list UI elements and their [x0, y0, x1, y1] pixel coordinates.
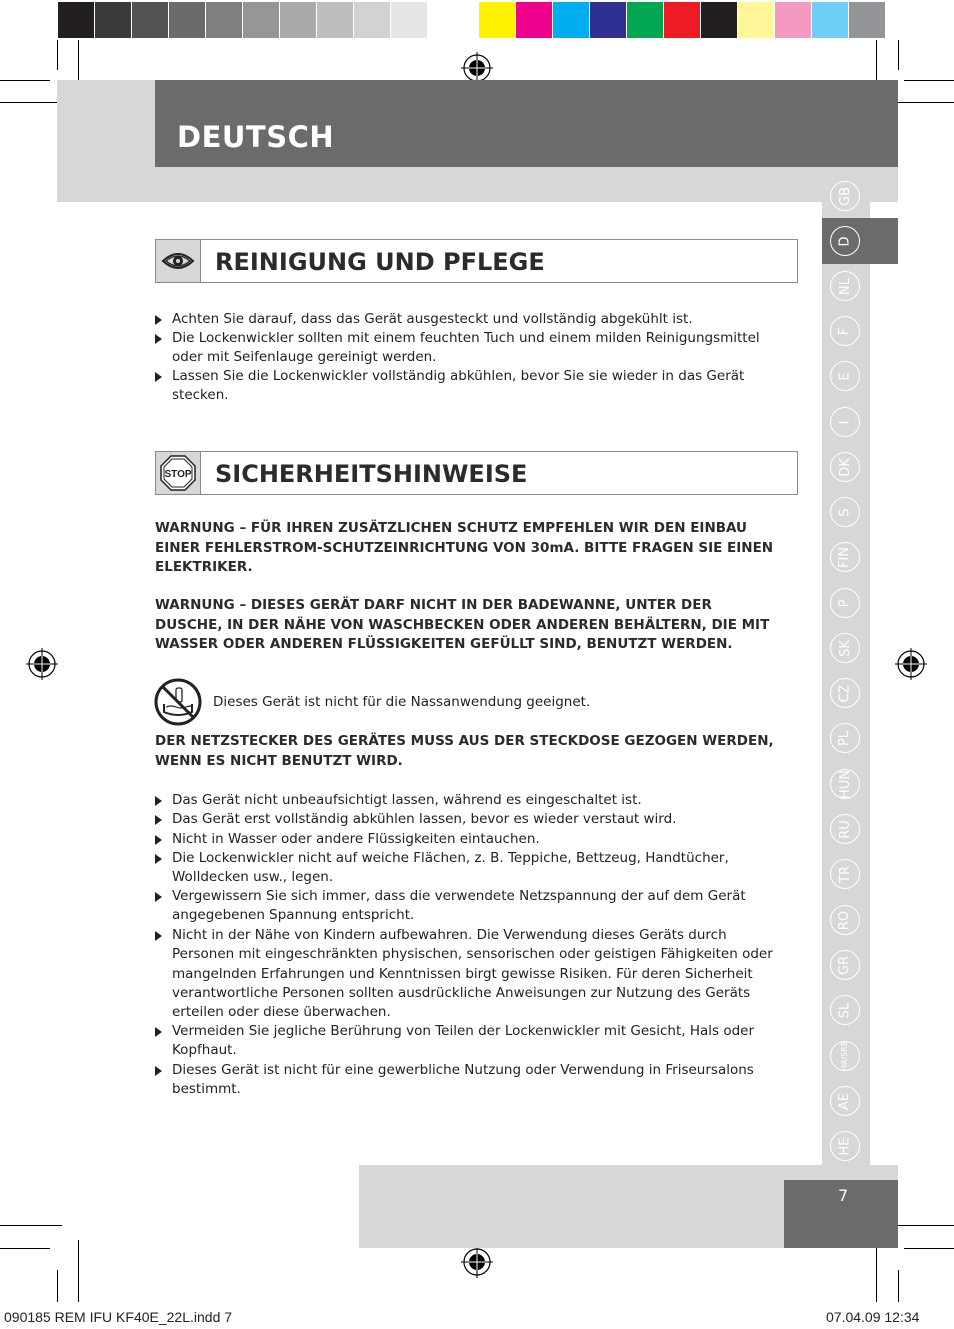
color-swatch [775, 2, 811, 38]
list-item [155, 367, 775, 406]
language-tab-label: F [837, 327, 853, 335]
crop-mark [876, 1240, 877, 1302]
list-item [155, 926, 775, 1022]
eye-icon [156, 240, 201, 282]
color-swatch [206, 2, 242, 38]
warning-text: WARNUNG – DIESES GERÄT DARF NICHT IN DER BADEWANNE, UNTER DER DUSCHE, IN DER NÄHE VON WASCHBECKEN ODER ANDEREN BEHÄLTERN, DIE MIT WASSER ODER ANDEREN FLÜSSIGKEITEN GEFÜLLT SIND, BENUTZT WERDEN. [155, 597, 770, 652]
registration-mark-icon [895, 648, 927, 680]
list-item-text: Die Lockenwickler sollten mit einem feuchten Tuch und einem milden Reinigungsmittel oder mit Seifenlauge gereinigt werden. [172, 330, 760, 366]
language-tab-gr[interactable] [830, 950, 860, 980]
language-tab-label: S [837, 507, 853, 517]
color-swatch [243, 2, 279, 38]
color-swatch [553, 2, 589, 38]
bullet-arrow-icon [155, 372, 162, 382]
language-tab-label: AE [837, 1092, 853, 1110]
color-swatch [664, 2, 700, 38]
language-tab-tr[interactable] [830, 859, 860, 889]
color-swatch [95, 2, 131, 38]
bullet-arrow-icon [155, 815, 162, 825]
list-item-text: Vermeiden Sie jegliche Berührung von Teilen der Lockenwickler mit Gesicht, Hals oder Kopfhaut. [172, 1023, 755, 1059]
crop-mark [898, 1270, 899, 1302]
print-slug-filename: 090185 REM IFU KF40E_22L.indd 7 [4, 1309, 233, 1325]
stop-sign-icon [156, 452, 201, 494]
crop-mark [0, 1248, 50, 1249]
list-item [155, 310, 775, 329]
bullet-arrow-icon [155, 796, 162, 806]
color-swatch [280, 2, 316, 38]
crop-mark [892, 1225, 954, 1226]
language-tab-label: GR [837, 955, 853, 975]
language-tab-f[interactable] [830, 316, 860, 346]
page-number: 7 [838, 1186, 849, 1205]
language-tab-he[interactable] [830, 1131, 860, 1161]
color-swatch [132, 2, 168, 38]
bullet-arrow-icon [155, 1027, 162, 1037]
color-swatch [738, 2, 774, 38]
language-tab-s[interactable] [830, 497, 860, 527]
language-tab-label: HE [837, 1137, 853, 1155]
color-swatch [812, 2, 848, 38]
language-tab-label: E [837, 371, 853, 381]
print-color-bar [58, 2, 886, 38]
language-tab-i[interactable] [830, 407, 860, 437]
list-item [155, 791, 775, 810]
list-item-text: Das Gerät erst vollständig abkühlen lassen, bevor es wieder verstaut wird. [172, 811, 677, 827]
color-swatch [590, 2, 626, 38]
color-swatch [317, 2, 353, 38]
crop-mark [0, 80, 50, 81]
color-swatch [516, 2, 552, 38]
crop-mark [898, 40, 899, 70]
language-tab-ro[interactable] [830, 905, 860, 935]
section-title: REINIGUNG UND PFLEGE [215, 248, 545, 276]
language-tab-p[interactable] [830, 588, 860, 618]
color-swatch [391, 2, 427, 38]
bullet-arrow-icon [155, 334, 162, 344]
language-tab-label: HUN [837, 769, 853, 799]
color-swatch [849, 2, 885, 38]
list-item [155, 329, 775, 368]
language-tab-dk[interactable] [830, 452, 860, 482]
crop-mark [0, 1225, 62, 1226]
color-swatch [354, 2, 390, 38]
color-swatch [627, 2, 663, 38]
color-swatch [479, 2, 515, 38]
language-tab-label: CZ [837, 684, 853, 702]
warning-text: DER NETZSTECKER DES GERÄTES MUSS AUS DER STECKDOSE GEZOGEN WERDEN, WENN ES NICHT BENUTZT WIRD. [155, 733, 774, 769]
language-tab-nl[interactable] [830, 271, 860, 301]
color-swatch [169, 2, 205, 38]
language-tab-fin[interactable] [830, 542, 860, 572]
list-item-text: Die Lockenwickler nicht auf weiche Flächen, z. B. Teppiche, Bettzeug, Handtücher, Wolldecken usw., legen. [172, 850, 729, 886]
page-title: DEUTSCH [177, 120, 335, 154]
list-item-text: Dieses Gerät ist nicht für eine gewerbliche Nutzung oder Verwendung in Friseursalons bestimmt. [172, 1062, 754, 1098]
list-item-text: Das Gerät nicht unbeaufsichtigt lassen, während es eingeschaltet ist. [172, 792, 642, 808]
language-tab-label: D [837, 235, 853, 247]
section-header-cleaning [155, 239, 798, 283]
crop-mark [57, 40, 58, 70]
crop-mark [904, 80, 954, 81]
bullet-arrow-icon [155, 1066, 162, 1076]
language-tab-label: TR [837, 865, 853, 883]
language-tab-label: FIN [837, 546, 853, 568]
list-item [155, 887, 775, 926]
bullet-arrow-icon [155, 931, 162, 941]
bullet-arrow-icon [155, 315, 162, 325]
language-tab-hun[interactable] [830, 769, 860, 799]
language-tab-sl[interactable] [830, 995, 860, 1025]
language-tab-label: RO [837, 910, 853, 930]
language-tab-d[interactable] [830, 226, 860, 256]
warning-text: WARNUNG – FÜR IHREN ZUSÄTZLICHEN SCHUTZ EMPFEHLEN WIR DEN EINBAU EINER FEHLERSTROM-SCHUTZEINRICHTUNG VON 30mA. BITTE FRAGEN SIE EINEN ELEKTRIKER. [155, 520, 774, 575]
language-tab-cz[interactable] [830, 678, 860, 708]
color-swatch [428, 2, 464, 38]
list-item [155, 830, 775, 849]
language-tab-ru[interactable] [830, 814, 860, 844]
list-item-text: Lassen Sie die Lockenwickler vollständig abkühlen, bevor Sie sie wieder in das Gerät stecken. [172, 368, 745, 404]
list-item-text: Vergewissern Sie sich immer, dass die verwendete Netzspannung der auf dem Gerät angegebenen Spannung entspricht. [172, 888, 746, 924]
crop-mark [904, 1248, 954, 1249]
bullet-arrow-icon [155, 835, 162, 845]
list-item [155, 849, 775, 888]
stop-sign-label: STOP [164, 469, 192, 480]
list-item [155, 1061, 775, 1100]
language-tab-gb[interactable] [830, 181, 860, 211]
language-tab-label: DK [837, 457, 853, 477]
bullet-arrow-icon [155, 854, 162, 864]
color-swatch [58, 2, 94, 38]
language-tab-label: I [837, 420, 853, 424]
crop-mark [78, 1240, 79, 1302]
color-swatch [701, 2, 737, 38]
bullet-arrow-icon [155, 892, 162, 902]
no-water-use-icon [154, 678, 202, 726]
crop-mark [0, 102, 62, 103]
language-tab-label: SL [837, 1002, 853, 1018]
language-tab-e[interactable] [830, 361, 860, 391]
crop-mark [57, 1270, 58, 1302]
language-tab-label: PL [837, 730, 853, 746]
section-title: SICHERHEITSHINWEISE [215, 460, 528, 488]
registration-mark-icon [461, 1246, 493, 1278]
language-tab-pl[interactable] [830, 723, 860, 753]
language-tab-label: SK [837, 639, 853, 657]
list-item-text: Nicht in Wasser oder andere Flüssigkeiten eintauchen. [172, 831, 540, 847]
language-tab-label: RU [837, 819, 853, 839]
language-tab-hr-srb[interactable] [830, 1041, 860, 1071]
registration-mark-icon [26, 648, 58, 680]
list-item [155, 1022, 775, 1061]
list-item [155, 810, 775, 829]
language-tab-label: HR/SRB [840, 1040, 849, 1072]
section-header-safety [155, 451, 798, 495]
print-slug-timestamp: 07.04.09 12:34 [826, 1309, 920, 1325]
language-tab-label: NL [837, 277, 853, 295]
language-tab-label: GB [837, 186, 853, 206]
list-item-text: Nicht in der Nähe von Kindern aufbewahren. Die Verwendung dieses Geräts durch Personen mit eingeschränkten physischen, sensorischen oder geistigen Fähigkeiten oder mangelnden Erfahrungen und Kenntnissen birgt gewisse Risiken. Für deren Sicherheit verantwortliche Personen sollten ausdrückliche Anweisungen zur Nutzung des Geräts erteilen oder diese überwachen. [172, 927, 773, 1021]
water-warning-note: Dieses Gerät ist nicht für die Nassanwendung geeignet. [213, 694, 591, 710]
language-tab-sk[interactable] [830, 633, 860, 663]
language-tab-ae[interactable] [830, 1086, 860, 1116]
list-item-text: Achten Sie darauf, dass das Gerät ausgesteckt und vollständig abgekühlt ist. [172, 311, 693, 327]
crop-mark [892, 102, 954, 103]
language-tab-label: P [837, 599, 853, 607]
